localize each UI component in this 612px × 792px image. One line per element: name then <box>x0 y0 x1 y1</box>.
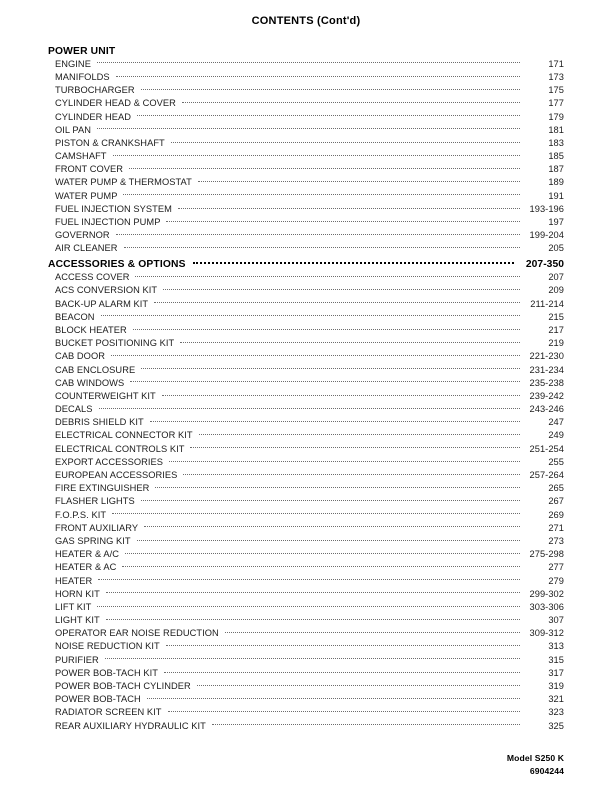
toc-entry-pages: 235-238 <box>529 377 564 386</box>
toc-entry-label: ELECTRICAL CONTROLS KIT <box>55 443 185 452</box>
toc-entry[interactable] <box>48 438 564 451</box>
toc-entry-pages: 217 <box>548 324 564 333</box>
dot-leader <box>137 531 520 544</box>
toc-entry-label: HEATER <box>55 575 93 584</box>
toc-entry-label: PISTON & CRANKSHAFT <box>55 137 165 146</box>
dot-leader <box>124 238 520 251</box>
toc-entry-pages: 247 <box>548 417 564 426</box>
toc-entry-label: HEATER & A/C <box>55 549 119 558</box>
toc-entry-pages: 317 <box>548 667 564 676</box>
toc-entry-label: GAS SPRING KIT <box>55 535 131 544</box>
dot-leader <box>193 252 514 267</box>
toc-entry[interactable] <box>48 544 564 557</box>
dot-leader <box>164 663 520 676</box>
dot-leader <box>106 584 520 597</box>
dot-leader <box>225 623 520 636</box>
toc-entry[interactable] <box>48 373 564 386</box>
toc-entry-pages: 319 <box>548 681 564 689</box>
toc-entry-label: BEACON <box>55 311 95 320</box>
dot-leader <box>198 172 520 185</box>
dot-leader <box>137 106 520 119</box>
toc-entry[interactable] <box>48 346 564 359</box>
toc-entry-pages: 265 <box>548 483 564 492</box>
toc-entry[interactable] <box>48 610 564 623</box>
toc-entry-pages: 175 <box>548 85 564 94</box>
toc-entry[interactable] <box>48 280 564 293</box>
toc-entry-pages: 243-246 <box>529 404 564 413</box>
toc-entry[interactable] <box>48 54 564 67</box>
toc-entry-pages: 271 <box>548 522 564 531</box>
toc-entry-pages: 273 <box>548 535 564 544</box>
toc-entry[interactable] <box>48 133 564 146</box>
dot-leader <box>141 359 520 372</box>
toc-entry[interactable] <box>48 146 564 159</box>
toc-entry[interactable] <box>48 715 564 728</box>
dot-leader <box>122 39 514 54</box>
toc-entry-label: CAB ENCLOSURE <box>55 364 136 373</box>
dot-leader <box>166 212 520 225</box>
toc-entry[interactable] <box>48 212 564 225</box>
toc-entry-label: FUEL INJECTION SYSTEM <box>55 203 172 212</box>
toc-entry[interactable] <box>48 531 564 544</box>
dot-leader <box>141 491 520 504</box>
toc-entry[interactable] <box>48 557 564 570</box>
toc-entry-pages: 315 <box>548 654 564 663</box>
toc-entry-label: DEBRIS SHIELD KIT <box>55 417 144 426</box>
dot-leader <box>105 649 520 662</box>
toc-section-label: ACCESSORIES & OPTIONS <box>48 259 186 267</box>
dot-leader <box>116 225 520 238</box>
toc-entry-label: ELECTRICAL CONNECTOR KIT <box>55 430 193 439</box>
toc-entry-label: ACS CONVERSION KIT <box>55 285 158 294</box>
toc-entry[interactable] <box>48 238 564 251</box>
toc-entry-label: BUCKET POSITIONING KIT <box>55 338 175 347</box>
toc-entry-label: REAR AUXILIARY HYDRAULIC KIT <box>55 720 206 729</box>
dot-leader <box>98 570 520 583</box>
dot-leader <box>180 333 520 346</box>
dot-leader <box>147 689 520 702</box>
toc-entry[interactable] <box>48 199 564 212</box>
toc-entry-pages: 205 <box>548 243 564 252</box>
toc-entry[interactable] <box>48 689 564 702</box>
toc-entry-pages: 313 <box>548 641 564 650</box>
dot-leader <box>133 320 520 333</box>
footer-part-number: 6904244 <box>529 766 564 776</box>
toc-entry-label: AIR CLEANER <box>55 243 118 252</box>
toc-entry-label: HEATER & AC <box>55 562 117 571</box>
toc-entry-pages: 325 <box>548 720 564 729</box>
dot-leader <box>97 597 520 610</box>
toc-entry-pages: 239-242 <box>529 390 564 399</box>
toc-entry-pages: 183 <box>548 137 564 146</box>
toc-entry-pages: 231-234 <box>529 364 564 373</box>
toc-entry-label: TURBOCHARGER <box>55 85 135 94</box>
dot-leader <box>123 185 520 198</box>
toc-entry[interactable] <box>48 293 564 306</box>
toc-entry-label: HORN KIT <box>55 588 100 597</box>
toc-entry[interactable] <box>48 106 564 119</box>
toc-entry-pages: 171 <box>548 58 564 67</box>
toc-entry[interactable] <box>48 570 564 583</box>
toc-entry-label: EUROPEAN ACCESSORIES <box>55 470 178 478</box>
toc-entry-pages: 191 <box>548 190 564 199</box>
toc-entry-label: F.O.P.S. KIT <box>55 509 107 518</box>
dot-leader <box>135 267 520 280</box>
toc-entry-pages: 275-298 <box>529 549 564 558</box>
toc-entry-pages: 251-254 <box>529 443 564 452</box>
toc-entry-pages: 279 <box>548 575 564 584</box>
dot-leader <box>116 67 520 80</box>
toc-entry-label: DECALS <box>55 404 93 413</box>
toc-entry-pages: 303-306 <box>529 601 564 610</box>
dot-leader <box>212 715 520 728</box>
toc-entry-label: OPERATOR EAR NOISE REDUCTION <box>55 628 219 637</box>
toc-entry[interactable] <box>48 67 564 80</box>
toc-entry-label: ENGINE <box>55 58 91 67</box>
toc-section-heading[interactable] <box>48 252 564 267</box>
page-title: CONTENTS (Cont'd) <box>251 15 361 27</box>
dot-leader <box>162 386 520 399</box>
toc-entry[interactable] <box>48 491 564 504</box>
toc-entry-pages: 209 <box>548 285 564 294</box>
toc-entry-label: POWER BOB-TACH CYLINDER <box>55 681 191 689</box>
toc-entry[interactable] <box>48 172 564 185</box>
toc-entry-label: OIL PAN <box>55 124 91 133</box>
toc-entry-pages: 179 <box>548 111 564 120</box>
table-of-contents <box>48 38 564 729</box>
toc-entry-pages: 173 <box>548 71 564 80</box>
toc-entry-label: CYLINDER HEAD & COVER <box>55 98 176 107</box>
dot-leader <box>99 399 520 412</box>
toc-entry[interactable] <box>48 584 564 597</box>
dot-leader <box>197 676 520 689</box>
dot-leader <box>163 280 520 293</box>
toc-entry-label: POWER BOB-TACH KIT <box>55 667 158 676</box>
toc-entry[interactable] <box>48 93 564 106</box>
toc-entry[interactable] <box>48 425 564 438</box>
toc-entry[interactable] <box>48 636 564 649</box>
toc-entry-label: EXPORT ACCESSORIES <box>55 456 164 465</box>
toc-entry-pages: 257-264 <box>529 470 564 478</box>
dot-leader <box>97 54 520 67</box>
toc-entry-label: WATER PUMP & THERMOSTAT <box>55 177 192 186</box>
dot-leader <box>130 373 520 386</box>
dot-leader <box>106 610 520 623</box>
toc-entry-label: FRONT COVER <box>55 164 124 173</box>
dot-leader <box>144 518 520 531</box>
toc-entry-label: GOVERNOR <box>55 230 110 239</box>
dot-leader <box>97 120 520 133</box>
toc-entry[interactable] <box>48 412 564 425</box>
toc-entry-pages: 215 <box>548 311 564 320</box>
toc-entry-pages: 249 <box>548 430 564 439</box>
toc-entry-label: FUEL INJECTION PUMP <box>55 217 161 226</box>
dot-leader <box>154 293 520 306</box>
toc-entry-pages: 307 <box>548 615 564 624</box>
toc-entry[interactable] <box>48 478 564 491</box>
dot-leader <box>178 199 520 212</box>
toc-entry-pages: 185 <box>548 151 564 160</box>
toc-entry-label: CAB DOOR <box>55 351 105 360</box>
toc-entry[interactable] <box>48 80 564 93</box>
toc-entry-pages: 181 <box>548 124 564 133</box>
toc-entry[interactable] <box>48 518 564 531</box>
dot-leader <box>129 159 520 172</box>
toc-entry-label: CAMSHAFT <box>55 151 107 160</box>
toc-entry[interactable] <box>48 465 564 478</box>
toc-section-label: POWER UNIT <box>48 45 116 54</box>
toc-entry[interactable] <box>48 597 564 610</box>
toc-entry-label: MANIFOLDS <box>55 71 110 80</box>
page-footer <box>507 752 564 778</box>
toc-entry[interactable] <box>48 333 564 346</box>
footer-model: Model S250 K <box>506 753 564 763</box>
toc-entry-label: FIRE EXTINGUISHER <box>55 483 150 492</box>
dot-leader <box>112 504 520 517</box>
toc-entry-label: BACK-UP ALARM KIT <box>55 298 149 307</box>
toc-entry-pages: 221-230 <box>529 351 564 360</box>
toc-entry-label: PURIFIER <box>55 654 99 663</box>
toc-entry-pages: 197 <box>548 217 564 226</box>
toc-entry[interactable] <box>48 663 564 676</box>
toc-entry[interactable] <box>48 399 564 412</box>
toc-entry[interactable] <box>48 159 564 172</box>
toc-entry-label: CYLINDER HEAD <box>55 111 132 120</box>
toc-entry-label: LIGHT KIT <box>55 615 100 624</box>
toc-entry-pages: 193-196 <box>529 203 564 212</box>
toc-entry-pages: 211-214 <box>530 298 564 307</box>
toc-entry-label: BLOCK HEATER <box>55 324 127 333</box>
toc-entry-pages: 277 <box>548 562 564 571</box>
dot-leader <box>199 425 520 438</box>
toc-entry-pages: 199-204 <box>529 230 564 239</box>
toc-entry[interactable] <box>48 649 564 662</box>
toc-entry-pages: 267 <box>548 496 564 505</box>
dot-leader <box>169 452 520 465</box>
toc-entry-label: CAB WINDOWS <box>55 377 125 386</box>
dot-leader <box>150 412 520 425</box>
toc-entry[interactable] <box>48 320 564 333</box>
dot-leader <box>183 465 520 478</box>
toc-entry-label: FLASHER LIGHTS <box>55 496 135 505</box>
toc-entry[interactable] <box>48 185 564 198</box>
dot-leader <box>113 146 520 159</box>
toc-entry[interactable] <box>48 267 564 280</box>
dot-leader <box>141 80 520 93</box>
toc-entry-label: COUNTERWEIGHT KIT <box>55 390 156 399</box>
toc-entry-label: NOISE REDUCTION KIT <box>55 641 160 650</box>
toc-entry[interactable] <box>48 504 564 517</box>
dot-leader <box>125 544 520 557</box>
toc-entry[interactable] <box>48 386 564 399</box>
toc-entry-pages: 321 <box>548 694 564 703</box>
toc-section-pages: 207-350 <box>525 259 564 267</box>
dot-leader <box>190 438 520 451</box>
toc-entry[interactable] <box>48 120 564 133</box>
toc-entry[interactable] <box>48 452 564 465</box>
toc-entry[interactable] <box>48 676 564 689</box>
toc-entry-pages: 309-312 <box>529 628 564 637</box>
dot-leader <box>166 636 520 649</box>
toc-entry-label: WATER PUMP <box>55 190 118 199</box>
dot-leader <box>155 478 520 491</box>
toc-entry-pages: 323 <box>548 707 564 716</box>
toc-entry-label: ACCESS COVER <box>55 272 130 281</box>
toc-entry-pages: 177 <box>548 98 564 107</box>
toc-section-heading[interactable] <box>48 39 564 54</box>
dot-leader <box>171 133 520 146</box>
toc-entry-label: FRONT AUXILIARY <box>55 522 139 531</box>
toc-entry-label: POWER BOB-TACH <box>55 694 141 703</box>
toc-entry-pages: 207 <box>548 272 564 281</box>
dot-leader <box>122 557 520 570</box>
toc-entry[interactable] <box>48 359 564 372</box>
toc-entry-label: LIFT KIT <box>55 601 92 610</box>
toc-entry-pages: 269 <box>548 509 564 518</box>
toc-entry-pages: 299-302 <box>529 588 564 597</box>
dot-leader <box>182 93 520 106</box>
toc-entry[interactable] <box>48 225 564 238</box>
toc-entry-pages: 255 <box>548 456 564 465</box>
dot-leader <box>168 702 520 715</box>
toc-entry-pages: 187 <box>548 164 564 173</box>
dot-leader <box>111 346 520 359</box>
toc-entry[interactable] <box>48 702 564 715</box>
dot-leader <box>101 307 520 320</box>
toc-entry-pages: 189 <box>548 177 564 186</box>
toc-entry[interactable] <box>48 623 564 636</box>
toc-entry-label: RADIATOR SCREEN KIT <box>55 707 162 716</box>
toc-entry-pages: 219 <box>548 338 564 347</box>
toc-entry[interactable] <box>48 307 564 320</box>
